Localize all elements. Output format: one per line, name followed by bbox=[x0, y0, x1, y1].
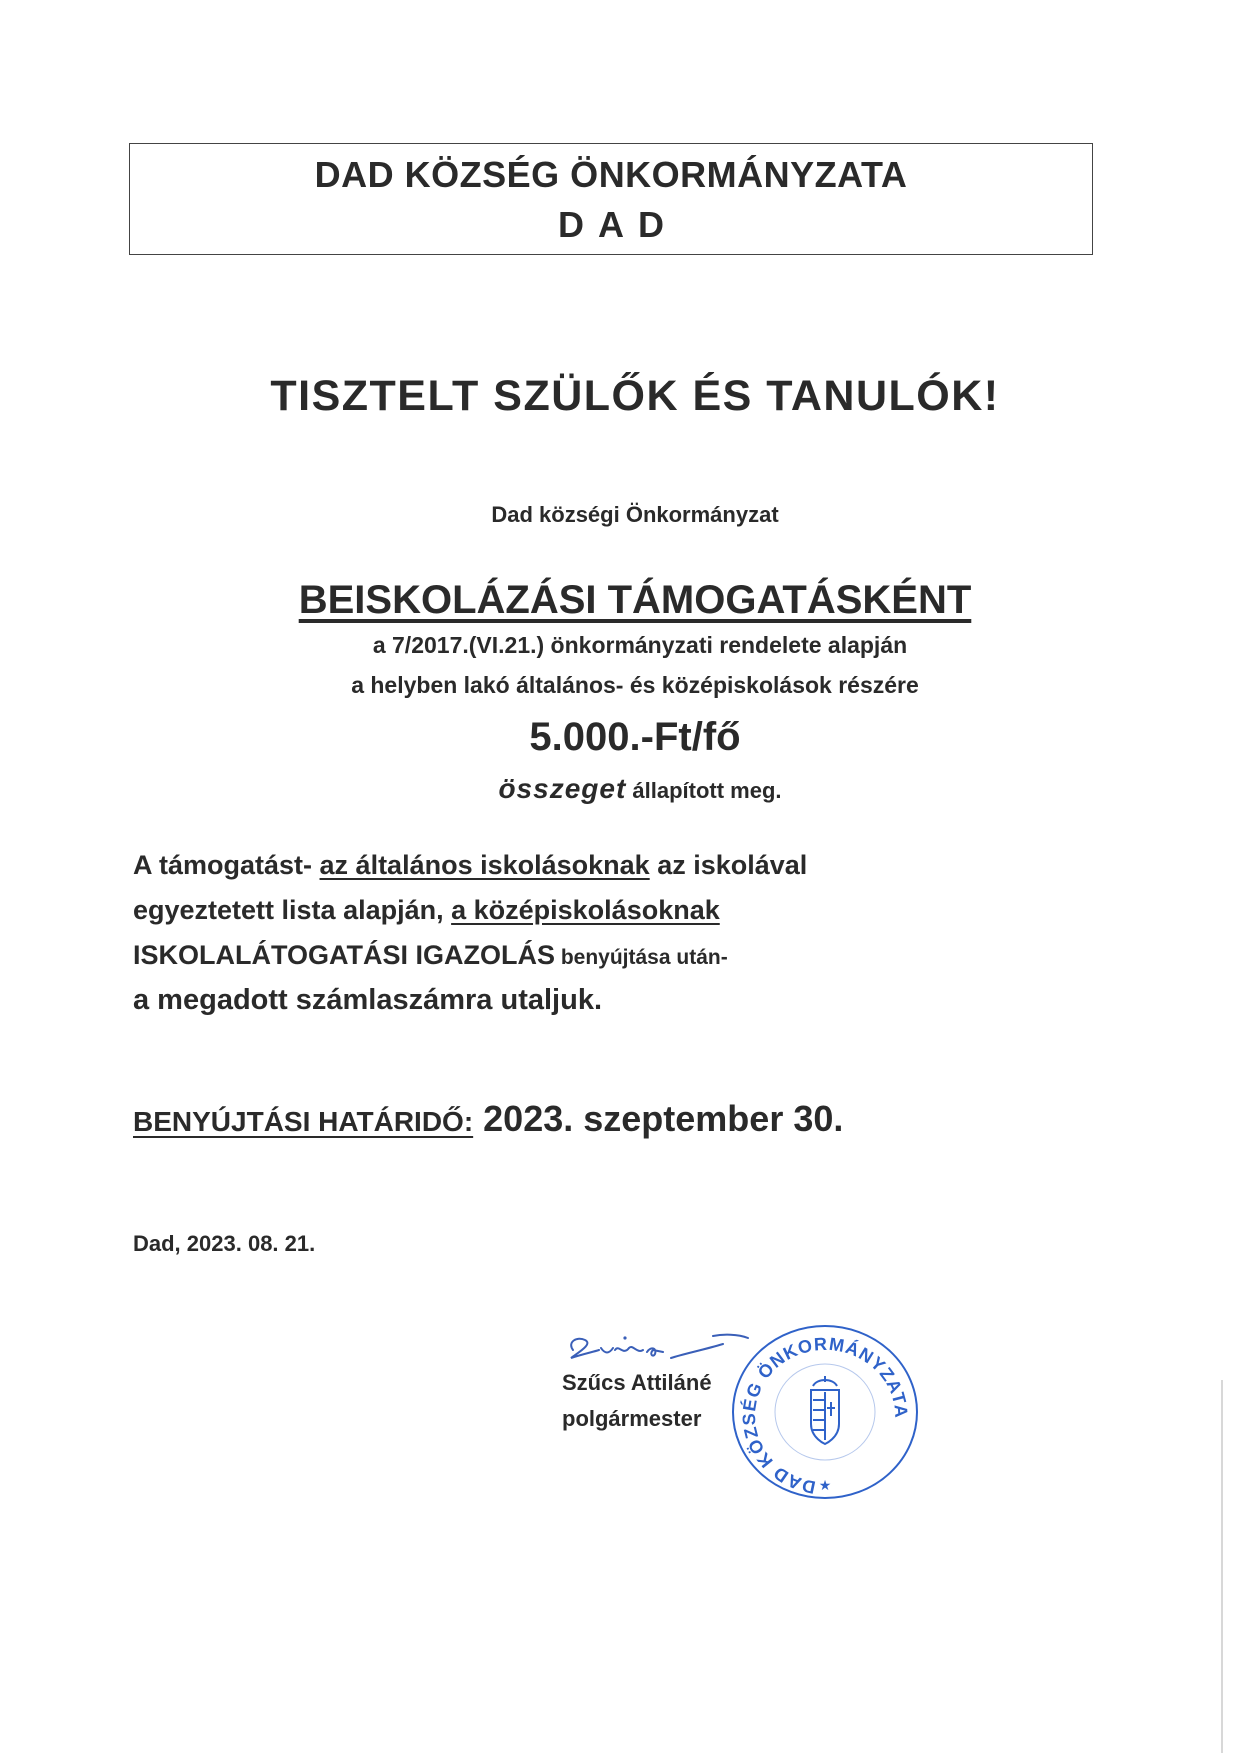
amount-per-person: 5.000.-Ft/fő bbox=[529, 715, 741, 759]
page-edge-line bbox=[1221, 1380, 1223, 1753]
deadline-label: BENYÚJTÁSI HATÁRIDŐ: bbox=[133, 1106, 474, 1137]
issuer-line: Dad községi Önkormányzat bbox=[491, 502, 779, 527]
details-l1-c: az iskolával bbox=[649, 850, 808, 880]
signer-name: Szűcs Attiláné bbox=[562, 1370, 712, 1395]
details-line-1 bbox=[133, 850, 807, 881]
deadline-line bbox=[133, 1098, 843, 1140]
details-l2-a: egyeztetett lista alapján, bbox=[133, 895, 452, 925]
subsidy-title: BEISKOLÁZÁSI TÁMOGATÁSKÉNT bbox=[298, 578, 972, 622]
details-l2-b: a középiskolásoknak bbox=[451, 895, 720, 925]
details-line-2 bbox=[133, 895, 720, 926]
header-box bbox=[129, 143, 1093, 255]
target-group-line: a helyben lakó általános- és középiskolások részére bbox=[351, 672, 919, 698]
sum-word: összeget bbox=[498, 773, 627, 804]
decree-line: a 7/2017.(VI.21.) önkormányzati rendelete alapján bbox=[372, 632, 908, 658]
details-l3-a: ISKOLALÁTOGATÁSI IGAZOLÁS bbox=[133, 940, 555, 970]
stamp-star-icon: ★ bbox=[818, 1478, 832, 1494]
header-org-name: DAD KÖZSÉG ÖNKORMÁNYZATA bbox=[314, 154, 908, 195]
deadline-date: 2023. szeptember 30. bbox=[473, 1098, 844, 1139]
handwritten-signature bbox=[563, 1328, 753, 1368]
header-location: DAD bbox=[558, 204, 678, 245]
coat-of-arms-icon bbox=[811, 1376, 839, 1444]
greeting-heading: TISZTELT SZÜLŐK ÉS TANULÓK! bbox=[270, 372, 1000, 420]
official-stamp bbox=[727, 1320, 923, 1504]
details-l3-b: benyújtása után- bbox=[555, 946, 728, 969]
established-line bbox=[0, 773, 1240, 805]
details-line-4: a megadott számlaszámra utaljuk. bbox=[133, 984, 602, 1016]
details-line-3 bbox=[133, 940, 728, 971]
stamp-ring-text: DAD KÖZSÉG ÖNKORMÁNYZATA bbox=[738, 1333, 912, 1498]
place-date: Dad, 2023. 08. 21. bbox=[133, 1231, 316, 1256]
details-l1-b: az általános iskolásoknak bbox=[319, 850, 650, 880]
details-l1-a: A támogatást- bbox=[133, 850, 320, 880]
signer-title: polgármester bbox=[562, 1406, 702, 1431]
sum-rest: állapított meg. bbox=[632, 778, 782, 803]
